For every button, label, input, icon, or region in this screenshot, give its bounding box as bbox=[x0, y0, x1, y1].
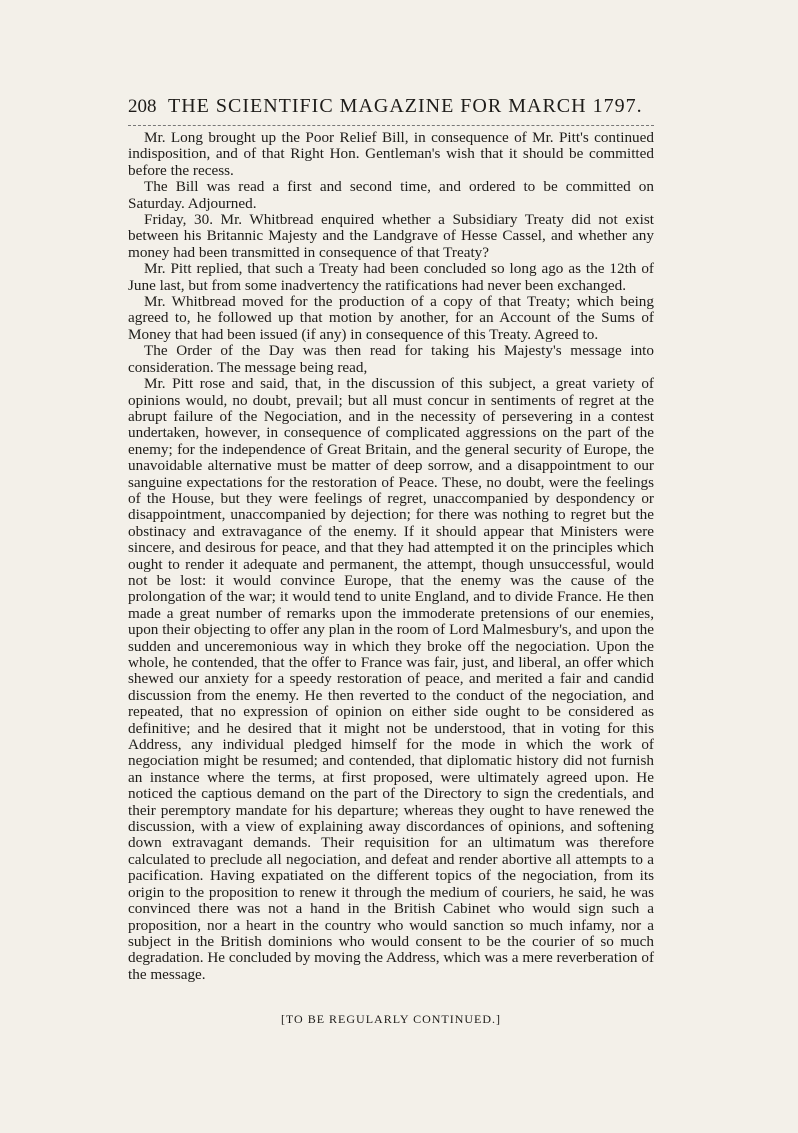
continuation-note: [TO BE REGULARLY CONTINUED.] bbox=[280, 1012, 502, 1026]
header-rule bbox=[128, 125, 654, 126]
paragraph-poor-relief: Mr. Long brought up the Poor Relief Bill, in consequence of Mr. Pitt's continued indisposition, and of that Right Hon. Gentleman's wish that it should be committed before the recess. bbox=[128, 129, 654, 179]
paragraph-order-of-day: The Order of the Day was then read for taking his Majesty's message into consideration. The message being read, bbox=[128, 342, 654, 376]
page-header bbox=[128, 95, 668, 123]
paragraph-pitt-speech: Mr. Pitt rose and said, that, in the discussion of this subject, a great variety of opinions would, no doubt, prevail; but all must concur in sentiments of regret at the abrupt failure of the Negociation, and in the necessity of persevering in a contest undertaken, however, in consequence of complicated aggressions on the part of the enemy; for the independence of Great Britain, and the general security of Europe, the unavoidable alternative must be matter of deep sorrow, and a disappointment to our sanguine expectations for the restoration of Peace. These, no doubt, were the feelings of the House, but they were feelings of regret, unaccompanied by despondency or disappointment, unaccompanied by dejection; for there was nothing to regret but the obstinacy and extravagance of the enemy. If it should appear that Ministers were sincere, and desirous for peace, and that they had attempted it on the principles which ought to render it adequate and permanent, the attempt, though unsuccessful, would not be lost: it would convince Europe, that the enemy was the cause of the prolongation of the war; it would tend to unite England, and to divide France. He then made a great number of remarks upon the immoderate pretensions of our enemies, upon their objecting to offer any plan in the room of Lord Malmesbury's, and upon the sudden and unceremonious way in which they broke off the negociation. Upon the whole, he contended, that the offer to France was fair, just, and liberal, an offer which shewed our anxiety for a speedy restoration of peace, and merited a fair and candid discussion from the enemy. He then reverted to the conduct of the negociation, and repeated, that no expression of opinion on either side ought to be considered as definitive; and he desired that it might not be understood, that in voting for this Address, any individual pledged himself for the mode in which the work of negociation might be resumed; and contended, that diplomatic history did not furnish an instance where the terms, at first proposed, were ultimately agreed upon. He noticed the captious demand on the part of the Directory to sign the credentials, and their peremptory mandate for his departure; whereas they ought to have renewed the discussion, with a view of explaining away discordances of opinions, and softening down extravagant demands. Their requisition for an ultimatum was therefore calculated to preclude all negociation, and defeat and render abortive all attempts to a pacification. Having expatiated on the different topics of the negociation, from its origin to the proposition to renew it through the medium of couriers, he said, he was convinced there was not a hand in the British Cabinet who would sign such a proposition, nor a heart in the country who would sanction so much infamy, nor a subject in the British dominions who would consent to be the courier of so much degradation. He concluded by moving the Address, which was a mere reverberation of the message. bbox=[128, 375, 654, 983]
running-title: THE SCIENTIFIC MAGAZINE FOR MARCH 1797. bbox=[168, 95, 643, 117]
paragraph-bill-read: The Bill was read a first and second time, and ordered to be committed on Saturday. Adjourned. bbox=[128, 178, 654, 212]
paragraph-whitbread-enquiry: Friday, 30. Mr. Whitbread enquired whether a Subsidiary Treaty did not exist between his Britannic Majesty and the Landgrave of Hesse Cassel, and whether any money had been transmitted in consequence of that Treaty? bbox=[128, 211, 654, 261]
article-body bbox=[128, 130, 654, 983]
page-number: 208 bbox=[128, 96, 157, 117]
paragraph-whitbread-motion: Mr. Whitbread moved for the production of a copy of that Treaty; which being agreed to, he followed up that motion by another, for an Account of the Sums of Money that had been issued (if any) in consequence of this Treaty. Agreed to. bbox=[128, 293, 654, 343]
paragraph-pitt-reply: Mr. Pitt replied, that such a Treaty had been concluded so long ago as the 12th of June last, but from some inadvertency the ratifications had never been exchanged. bbox=[128, 260, 654, 294]
